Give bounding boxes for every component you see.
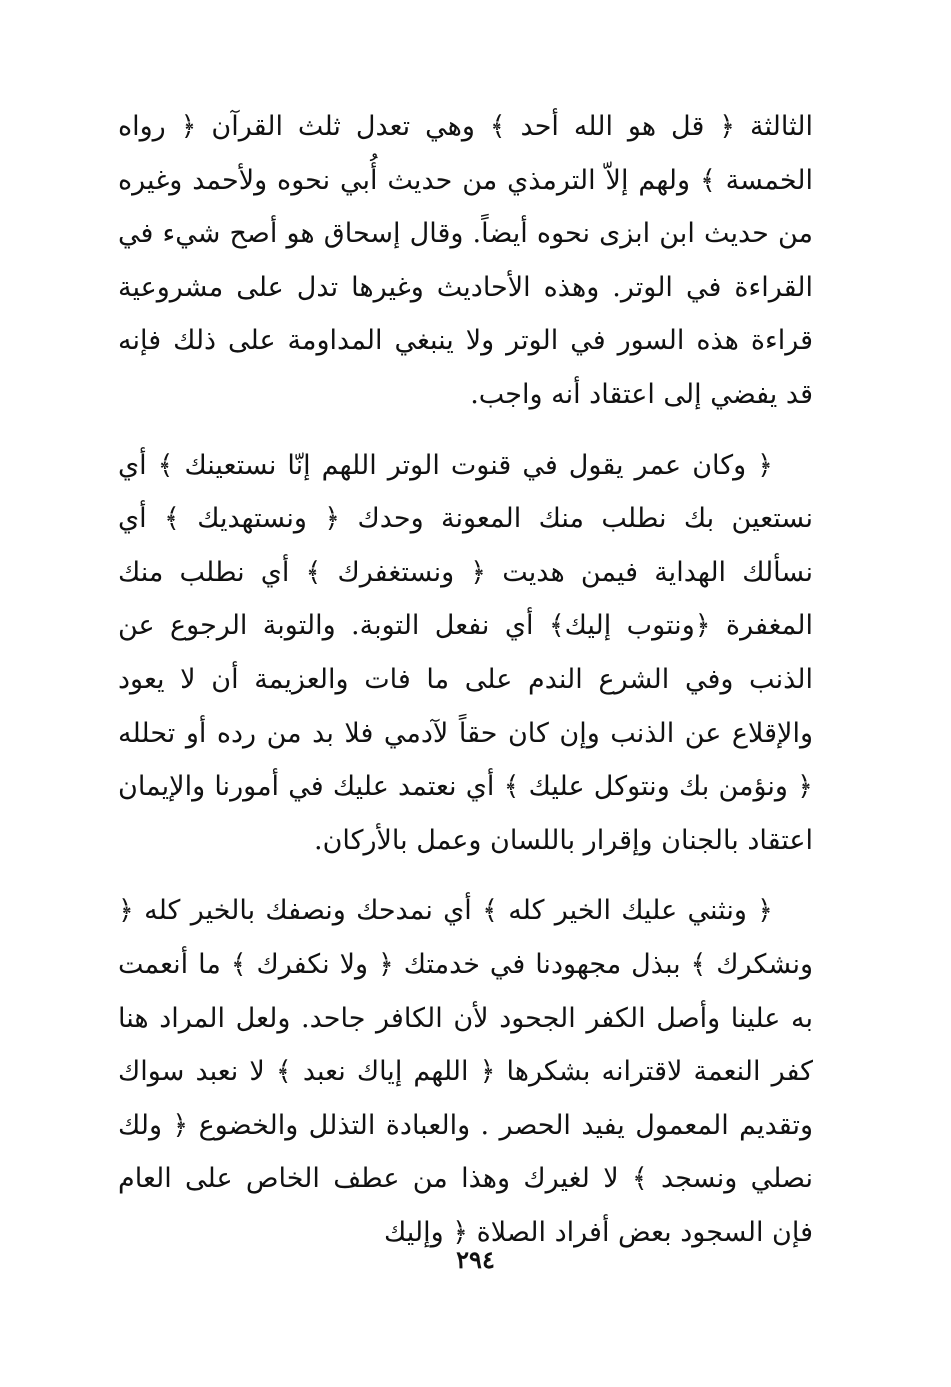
paragraph-1: الثالثة ﴿ قل هو الله أحد ﴾ وهي تعدل ثلث القرآن ﴿ رواه الخمسة ﴾ ولهم إلاّ الترمذي من حديث أُبي نحوه ولأحمد وغيره من حديث ابن ابزى نحوه أيضاً. وقال إسحاق هو أصح شيء في القراءة في الوتر. وهذه الأحاديث وغيرها تدل على مشروعية قراءة هذه السور في الوتر ولا ينبغي المداومة على ذلك فإنه قد يفضي إلى اعتقاد أنه واجب. [118,111,813,410]
paragraph-3: ﴿ ونثني عليك الخير كله ﴾ أي نمدحك ونصفك بالخير كله ﴿ ونشكرك ﴾ ببذل مجهودنا في خدمتك ﴿ ولا نكفرك ﴾ ما أنعمت به علينا وأصل الكفر الجحود لأن الكافر جاحد. ولعل المراد هنا كفر النعمة لاقترانه بشكرها ﴿ اللهم إياك نعبد ﴾ لا نعبد سواك وتقديم المعمول يفيد الحصر . والعبادة التذلل والخضوع ﴿ ولك نصلي ونسجد ﴾ لا لغيرك وهذا من عطف الخاص على العام فإن السجود بعض أفراد الصلاة ﴿ وإليك [118,895,813,1248]
paragraph-2: ﴿ وكان عمر يقول في قنوت الوتر اللهم إنّا نستعينك ﴾ أي نستعين بك نطلب منك المعونة وحدك ﴿ ونستهديك ﴾ أي نسألك الهداية فيمن هديت ﴿ ونستغفرك ﴾ أي نطلب منك المغفرة ﴿ونتوب إليك﴾ أي نفعل التوبة. والتوبة الرجوع عن الذنب وفي الشرع الندم على ما فات والعزيمة أن لا يعود والإقلاع عن الذنب وإن كان حقاً لآدمي فلا بد من رده أو تحلله ﴿ ونؤمن بك ونتوكل عليك ﴾ أي نعتمد عليك في أمورنا والإيمان اعتقاد بالجنان وإقرار باللسان وعمل بالأركان. [118,449,813,856]
body-text [118,100,813,1259]
page-number: ٢٩٤ [456,1245,495,1274]
